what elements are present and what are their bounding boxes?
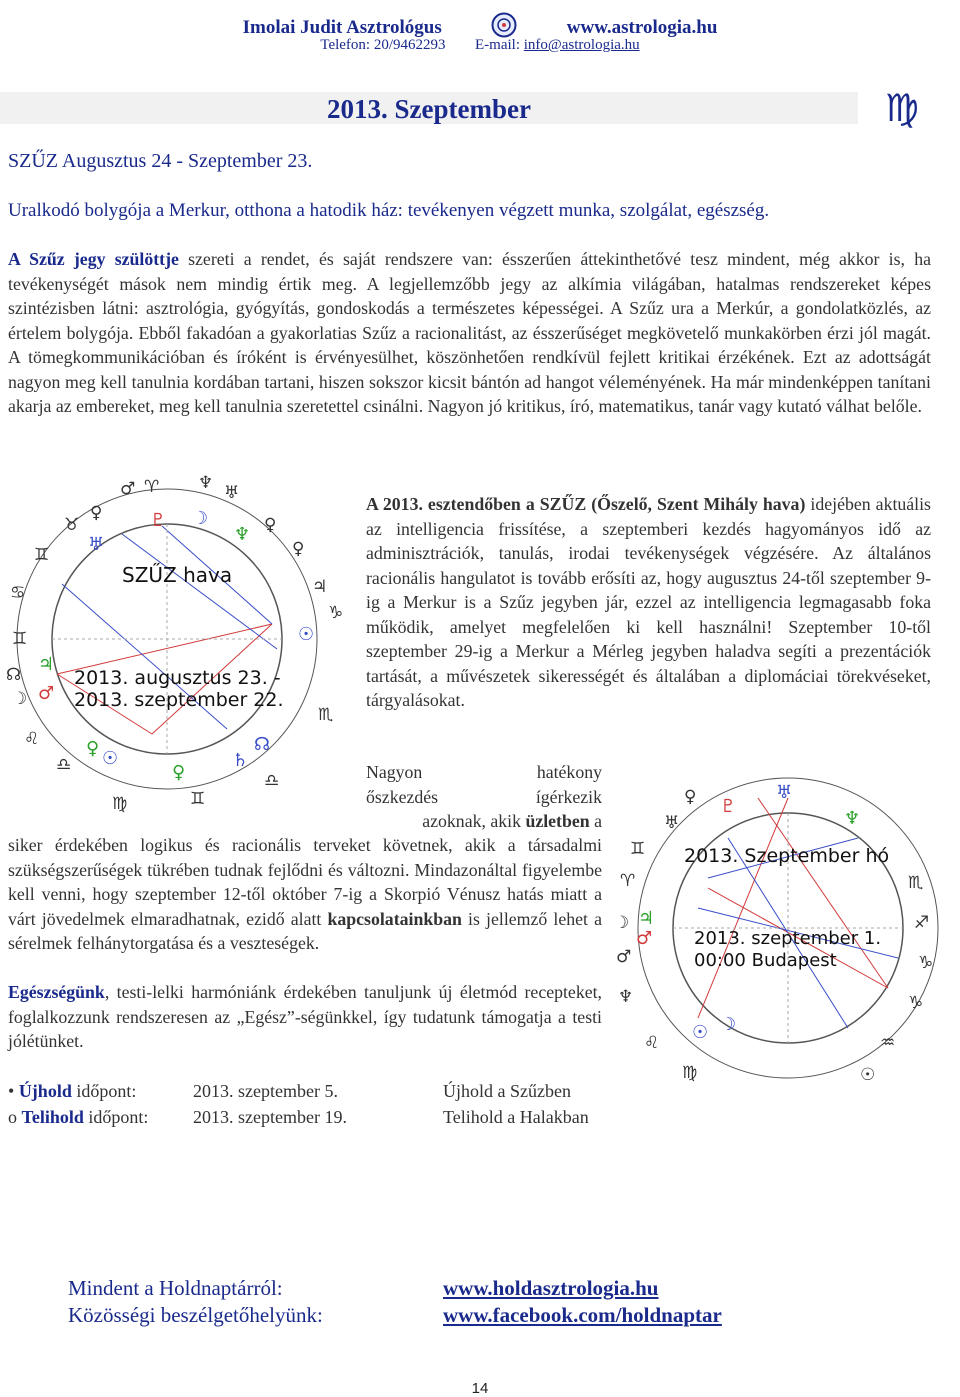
svg-text:☊: ☊ (6, 665, 22, 685)
svg-text:♃: ♃ (312, 577, 328, 597)
svg-text:♈: ♈ (620, 871, 636, 891)
svg-text:♊: ♊ (34, 545, 50, 565)
chart1-date-line2: 2013. szeptember 22. (74, 689, 284, 711)
svg-text:☉: ☉ (860, 1065, 876, 1085)
svg-text:♂: ♂ (120, 479, 136, 499)
chart2-date-line1: 2013. szeptember 1. (694, 928, 882, 949)
svg-text:☉: ☉ (102, 748, 119, 769)
svg-text:♆: ♆ (618, 987, 634, 1007)
website-link[interactable]: www.astrologia.hu (566, 17, 718, 38)
footer-labels (68, 1275, 323, 1329)
phone-text: Telefon: 20/9462293 (320, 37, 446, 53)
svg-text:♅: ♅ (88, 534, 105, 555)
svg-text:♃: ♃ (638, 908, 655, 929)
svg-text:♅: ♅ (224, 483, 240, 503)
moon-phase-date: 2013. szeptember 5. (193, 1080, 338, 1101)
svg-text:♊: ♊ (630, 839, 646, 859)
astrologer-name: Imolai Judit Asztrológus (242, 17, 442, 38)
holdasztrologia-link[interactable]: www.holdasztrologia.hu (443, 1276, 659, 1300)
svg-text:♂: ♂ (616, 947, 632, 967)
svg-text:♅: ♅ (776, 782, 793, 803)
svg-text:♑: ♑ (908, 993, 924, 1013)
september-chart (608, 758, 958, 1093)
svg-text:☽: ☽ (192, 508, 209, 529)
svg-text:♈: ♈ (144, 477, 160, 497)
svg-text:♀: ♀ (684, 787, 697, 807)
svg-text:♀: ♀ (172, 762, 186, 783)
business-w4: ígérkezik (535, 786, 602, 807)
header-line-1 (0, 12, 960, 39)
svg-text:♇: ♇ (150, 510, 167, 531)
svg-text:♉: ♉ (64, 515, 80, 535)
svg-text:☽: ☽ (720, 1014, 737, 1035)
intro-paragraph (8, 247, 931, 419)
svg-text:☉: ☉ (298, 624, 315, 645)
footer-label-2: Közösségi beszélgetőhelyünk: (68, 1303, 323, 1327)
moon-phases (8, 1078, 589, 1130)
business-w1: Nagyon (366, 762, 423, 782)
year-paragraph (366, 492, 931, 713)
business-body-1: siker érdekében logikus és racionális terveket követnek, akik a társadalmi szükségszerűségek tükrében tudnak fejlődni és változni. Mindazonáltal figyelembe kell venni, hogy szeptember 12-től október 7-ig a Skorpió Vénusz hatás miatt a várt jövedelmek elmaradhatnak, ezidő alatt (8, 835, 602, 929)
chart1-title: SZŰZ hava (122, 563, 233, 587)
virgo-sign-icon: ♍ (885, 86, 920, 130)
svg-text:♂: ♂ (636, 928, 653, 949)
moon-phase-name: Újhold (18, 1080, 72, 1101)
svg-text:♆: ♆ (844, 808, 861, 829)
health-keyword: Egészségünk (8, 982, 105, 1002)
business-keyword: üzletben (525, 811, 590, 831)
health-paragraph (8, 980, 602, 1054)
business-w6: a (589, 811, 602, 831)
relations-keyword: kapcsolatainkban (327, 908, 462, 929)
email-label: E-mail: (475, 37, 521, 53)
svg-text:♍: ♍ (112, 794, 128, 814)
year-lead: A 2013. esztendőben a SZŰZ (Őszelő, Szent Mihály hava) (366, 494, 806, 514)
svg-text:♎: ♎ (56, 755, 72, 775)
footer-links (443, 1275, 722, 1329)
facebook-link[interactable]: www.facebook.com/holdnaptar (443, 1303, 722, 1327)
business-paragraph (8, 833, 602, 956)
business-w2: hatékony (536, 762, 602, 782)
svg-text:♏: ♏ (908, 873, 924, 893)
sign-dates: SZŰZ Augusztus 24 - Szeptember 23. (8, 150, 313, 172)
svg-text:♊: ♊ (12, 629, 28, 649)
svg-text:♊: ♊ (190, 789, 206, 809)
svg-text:♌: ♌ (24, 729, 40, 749)
business-intro (366, 760, 602, 834)
chart2-date-line2: 00:00 Budapest (694, 950, 837, 971)
business-body-2: is jellemző lehet a sérelmek felhánytorgatása és a veszteségek. (8, 908, 602, 953)
moon-phase-date: 2013. szeptember 19. (193, 1106, 347, 1127)
svg-text:♄: ♄ (232, 750, 249, 771)
moon-phase-desc: Telihold a Halakban (443, 1106, 589, 1127)
moon-phase-row (8, 1078, 589, 1104)
moon-phase-label: időpont: (83, 1106, 149, 1127)
moon-phase-label: időpont: (71, 1080, 137, 1101)
page-number: 14 (471, 1380, 489, 1397)
svg-text:♆: ♆ (198, 474, 214, 493)
circle-bullet-icon: o (8, 1106, 17, 1127)
virgo-month-chart (2, 474, 357, 814)
svg-text:♅: ♅ (664, 813, 680, 833)
svg-text:♑: ♑ (328, 603, 344, 623)
chart1-date-line1: 2013. augusztus 23. - (74, 667, 281, 689)
svg-text:♐: ♐ (914, 913, 930, 933)
svg-text:♏: ♏ (318, 705, 334, 725)
svg-text:♃: ♃ (38, 654, 55, 675)
month-title: 2013. Szeptember (327, 94, 531, 124)
svg-text:♀: ♀ (86, 738, 100, 759)
footer-label-1: Mindent a Holdnaptárról: (68, 1276, 283, 1300)
svg-text:♀: ♀ (292, 539, 305, 559)
svg-text:♂: ♂ (38, 683, 55, 704)
intro-body: szereti a rendet, és saját rendszere van: ésszerűen áttekinthetővé tesz mindent, még akkor is, ha tevékenységét mások nem mindig értik meg. A legjellemzőbb jegy az alkímia világában, hatalmas rendszereket képes szintézisben látni: asztrológia, gyógyítás, gondoskodás a természetes képességei. A Szűz ura a Merkúr, a gondolatközlés, az értelem bolygója. Ebből fakadóan a gyakorlatias Szűz a racionalitást, az ésszerűséget megkövetelő munkakörben érzi jól magát. A tömegkommunikációban és íróként is érvényesülhet, köszönhetően rendkívül fejlett kritikai érzékének. Ezt az adottságát nagyon meg kell tanulnia kordában tartani, hiszen sokszor kicsit bántón ad hangot véleményének. Ha már mindenképpen tanítani akarja az embereket, meg kell tanulnia szeretettel csinálni. Nagyon jó kritikus, író, matematikus, tanár vagy kutató válhat belőle. (8, 249, 931, 416)
svg-text:♎: ♎ (264, 771, 280, 791)
svg-text:☊: ☊ (254, 734, 270, 755)
business-w5: azoknak, akik (422, 811, 526, 831)
moon-phase-name: Telihold (21, 1106, 84, 1127)
svg-text:♑: ♑ (918, 953, 934, 973)
svg-text:♆: ♆ (234, 524, 251, 545)
svg-text:☉: ☉ (692, 1022, 709, 1043)
header-line-2 (0, 37, 960, 54)
business-w3: őszkezdés (366, 786, 439, 807)
svg-text:♀: ♀ (264, 515, 277, 535)
svg-text:♒: ♒ (880, 1033, 896, 1053)
moon-phase-row (8, 1104, 589, 1130)
health-body: , testi-lelki harmóniánk érdekében tanuljunk új életmód recepteket, foglalkozzunk rendszeresen az „Egész”-ségünkkel, így tudatunk támogatja a testi jólétünket. (8, 982, 602, 1051)
year-body: idejében aktuális az intelligencia frissítése, a szeptemberi kezdés hagyományos idő az adminisztrációk, tanulás, irodai tevékenységek végzésére. Az általános racionális hangulatot is tovább erősíti az, hogy augusztus 24-től szeptember 9-ig a Merkur is a Szűz jegyben jár, ezzel az intelligencia legmagasabb foka működik, amelyet megfelelően ki kell használni! Szeptember 10-től szeptember 29-ig a Merkur a Mérleg jegyben haladva segíti a prezentációk tartását, a művészetek sikerességét és általában a diplomáciai törekvéseket, tárgyalásokat. (366, 494, 931, 710)
svg-text:♀: ♀ (90, 503, 103, 523)
intro-lead: A Szűz jegy szülöttje (8, 249, 179, 269)
svg-text:☽: ☽ (12, 689, 28, 709)
svg-text:♋: ♋ (10, 583, 26, 603)
svg-text:♌: ♌ (644, 1033, 660, 1053)
ruler-text: Uralkodó bolygója a Merkur, otthona a hatodik ház: tevékenyen végzett munka, szolgálat, egészség. (8, 200, 770, 221)
moon-phase-desc: Újhold a Szűzben (443, 1080, 571, 1101)
chart2-title: 2013. Szeptember hó (684, 845, 890, 867)
astrologia-logo-icon (491, 12, 517, 38)
svg-text:♍: ♍ (682, 1063, 698, 1083)
svg-text:♇: ♇ (720, 796, 737, 817)
email-link[interactable]: info@astrologia.hu (523, 37, 640, 53)
svg-text:☽: ☽ (614, 913, 630, 933)
chart1-axes (52, 524, 282, 754)
bullet-icon: • (8, 1080, 15, 1101)
